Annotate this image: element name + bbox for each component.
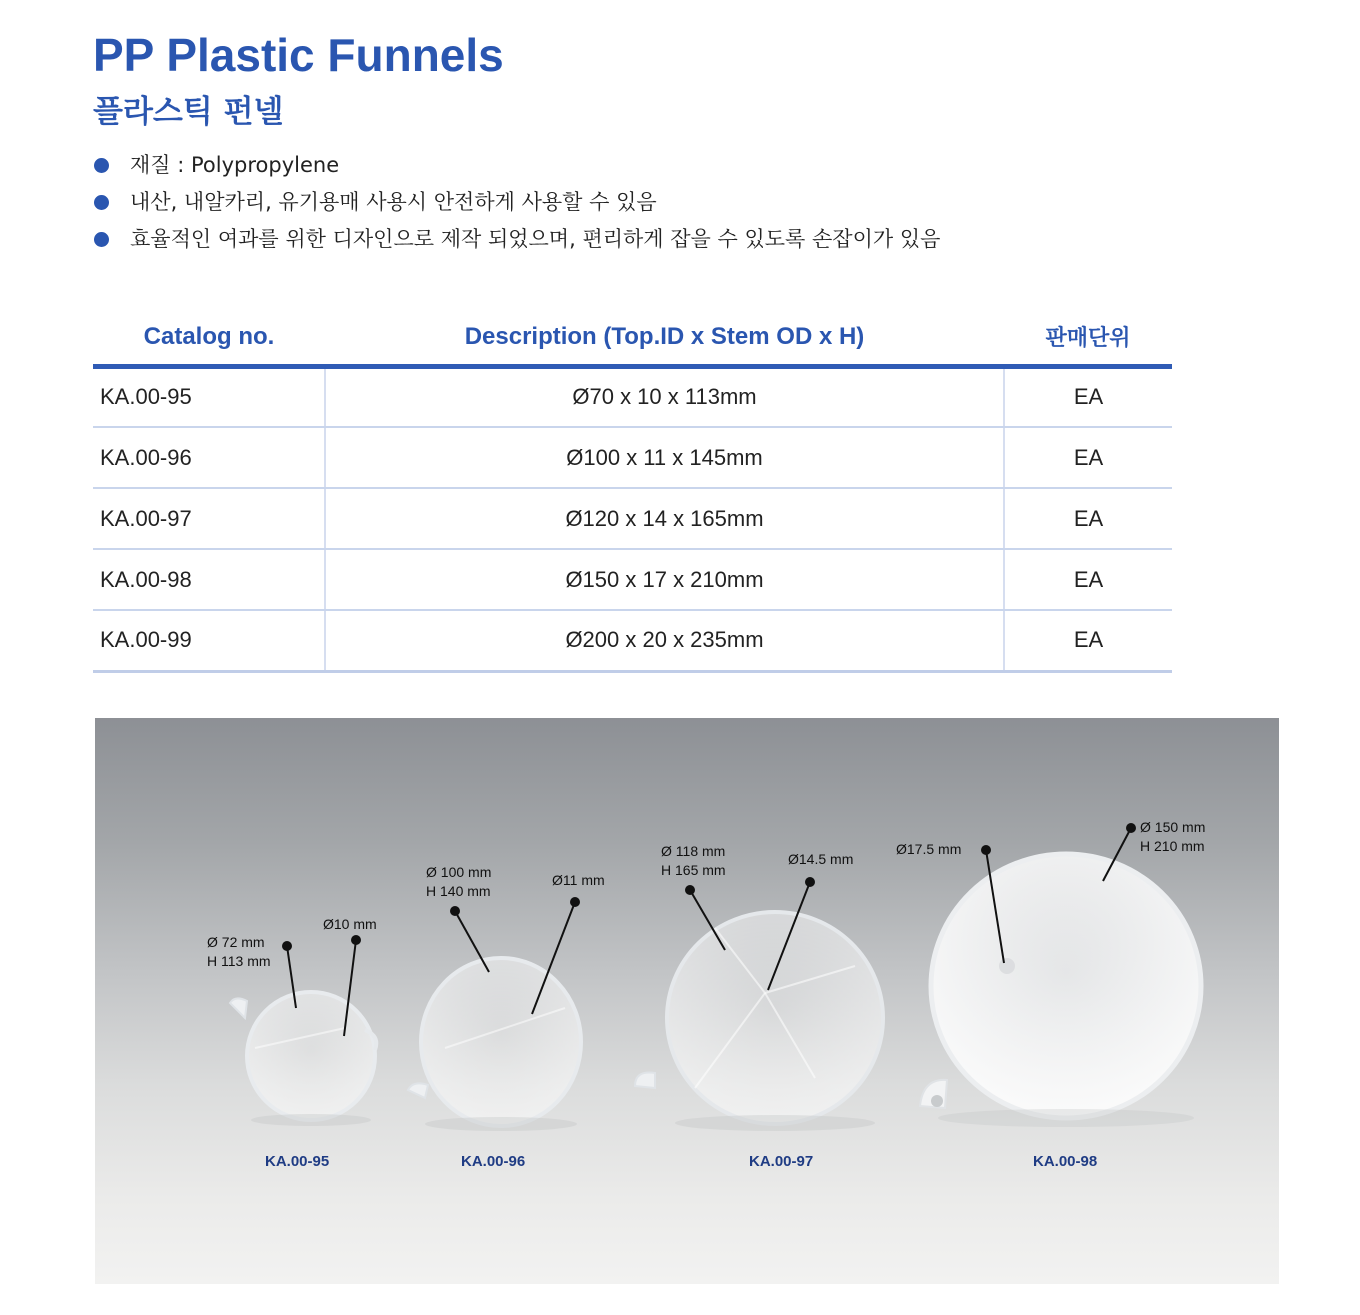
annotation-text: H 210 mm [1140,838,1205,854]
bullet-icon [94,232,109,247]
feature-item [93,224,940,261]
annotation-text: Ø 150 mm [1140,819,1206,835]
header-description: Description (Top.ID x Stem OD x H) [325,310,1004,366]
header-catalog: Catalog no. [93,310,325,366]
funnel-ka-00-98 [920,823,1201,1127]
funnels-illustration [95,718,1279,1284]
feature-text: 내산, 내알카리, 유기용매 사용시 안전하게 사용할 수 있음 [130,190,657,214]
cell-unit: EA [1004,488,1172,549]
cell-catalog: KA.00-97 [93,488,325,549]
annotation-text: H 140 mm [426,883,491,899]
annotation-stem: Ø14.5 mm [788,851,854,867]
annotation-stem: Ø10 mm [323,916,377,932]
feature-text: 재질 : Polypropylene [130,153,340,177]
cell-unit: EA [1004,366,1172,427]
annotation-text: Ø 118 mm [661,843,726,859]
table-row [93,610,1172,671]
annotation-text: H 165 mm [661,862,726,878]
funnel-caption: KA.00-96 [461,1153,526,1170]
funnel-caption: KA.00-98 [1033,1153,1098,1170]
feature-text: 효율적인 여과를 위한 디자인으로 제작 되었으며, 편리하게 잡을 수 있도록 손잡이가 있음 [130,227,941,251]
funnel-ka-00-96 [408,897,581,1131]
funnel-caption: KA.00-97 [749,1153,814,1170]
annotation-top-diameter [1140,818,1205,856]
header-unit: 판매단위 [1004,310,1172,366]
cell-unit: EA [1004,549,1172,610]
page-title: PP Plastic Funnels [93,29,504,81]
funnel-caption: KA.00-95 [265,1153,330,1170]
cell-description: Ø200 x 20 x 235mm [325,610,1004,671]
annotation-top-diameter [207,933,271,971]
cell-description: Ø100 x 11 x 145mm [325,427,1004,488]
annotation-text: H 113 mm [207,953,271,969]
cell-description: Ø70 x 10 x 113mm [325,366,1004,427]
page-subtitle-korean: 플라스틱 펀넬 [93,94,284,130]
bullet-icon [94,195,109,210]
product-photo [95,718,1279,1284]
feature-list [93,150,940,261]
cell-description: Ø120 x 14 x 165mm [325,488,1004,549]
annotation-text: Ø 100 mm [426,864,492,880]
table-row [93,488,1172,549]
cell-catalog: KA.00-95 [93,366,325,427]
cell-unit: EA [1004,610,1172,671]
cell-description: Ø150 x 17 x 210mm [325,549,1004,610]
table-row [93,427,1172,488]
table-row [93,549,1172,610]
cell-catalog: KA.00-99 [93,610,325,671]
annotation-top-diameter [426,863,491,901]
annotation-stem: Ø17.5 mm [896,841,962,857]
funnel-ka-00-97 [635,877,883,1131]
annotation-text: Ø 72 mm [207,934,265,950]
annotation-stem: Ø11 mm [552,872,605,888]
annotation-top-diameter [661,842,726,880]
bullet-icon [94,158,109,173]
cell-catalog: KA.00-96 [93,427,325,488]
feature-item [93,187,940,224]
cell-catalog: KA.00-98 [93,549,325,610]
spec-table [93,310,1172,673]
feature-item [93,150,940,187]
table-header-row [93,310,1172,366]
table-row [93,366,1172,427]
cell-unit: EA [1004,427,1172,488]
